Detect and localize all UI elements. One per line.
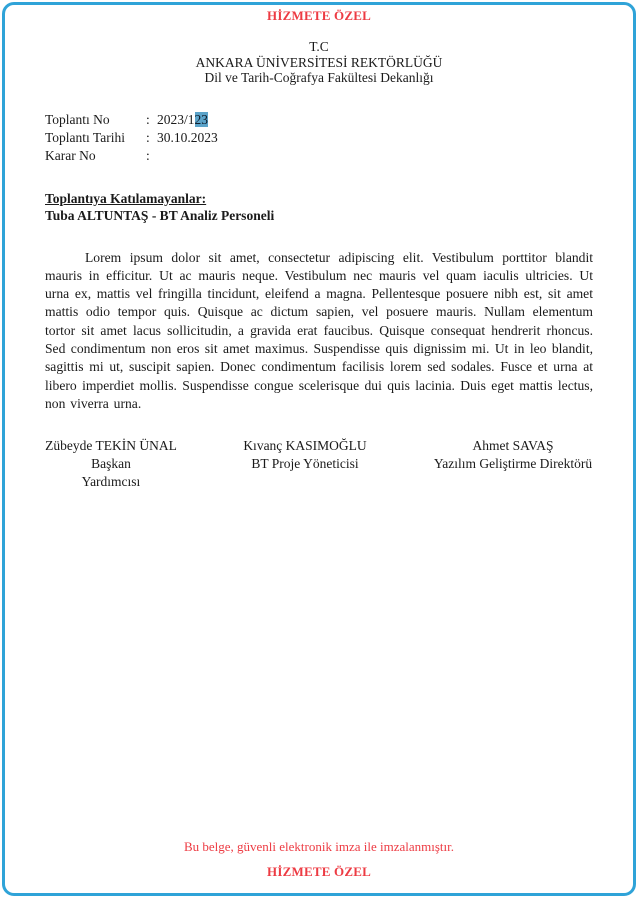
meeting-no-colon: : bbox=[146, 111, 150, 127]
signature-2 bbox=[220, 437, 390, 491]
meeting-info bbox=[45, 111, 593, 165]
signature-block bbox=[45, 437, 593, 491]
meeting-date-row bbox=[45, 129, 593, 147]
esignature-note: Bu belge, güvenli elektronik imza ile imzalanmıştır. bbox=[183, 839, 455, 854]
meeting-no-value-prefix: 2023/1 bbox=[157, 111, 195, 127]
meeting-date-label: Toplantı Tarihi bbox=[45, 129, 125, 145]
meeting-no-value bbox=[157, 111, 208, 129]
signature-2-name: Kıvanç KASIMOĞLU bbox=[243, 438, 367, 454]
signature-1 bbox=[45, 437, 177, 491]
header-faculty: Dil ve Tarih-Coğrafya Fakültesi Dekanlığı bbox=[204, 70, 434, 85]
signature-1-title-line2: Yardımcısı bbox=[81, 474, 141, 490]
absentees-heading: Toplantıya Katılamayanlar: bbox=[45, 190, 207, 206]
meeting-no-label: Toplantı No bbox=[45, 111, 110, 127]
signature-3 bbox=[433, 437, 593, 491]
meeting-date-value: 30.10.2023 bbox=[157, 129, 218, 145]
signature-1-name: Zübeyde TEKİN ÜNAL bbox=[45, 438, 177, 454]
header-tc: T.C bbox=[309, 39, 329, 54]
absentees-section bbox=[45, 190, 593, 225]
document-page bbox=[2, 2, 636, 896]
signature-1-title-line1: Başkan bbox=[91, 456, 131, 472]
classification-banner-top: HİZMETE ÖZEL bbox=[267, 8, 371, 23]
decision-no-row bbox=[45, 147, 593, 165]
classification-banner-bottom: HİZMETE ÖZEL bbox=[267, 864, 371, 879]
signature-3-title-line1: Yazılım Geliştirme Direktörü bbox=[433, 456, 593, 472]
header-university: ANKARA ÜNİVERSİTESİ REKTÖRLÜĞÜ bbox=[195, 54, 443, 70]
meeting-no-row bbox=[45, 111, 593, 129]
signature-2-title-line1: BT Proje Yöneticisi bbox=[251, 456, 359, 472]
signature-3-name: Ahmet SAVAŞ bbox=[472, 438, 554, 454]
meeting-no-highlighted-text: 23 bbox=[194, 111, 209, 127]
document-header bbox=[45, 39, 593, 86]
decision-no-label: Karar No bbox=[45, 147, 96, 163]
meeting-date-colon: : bbox=[146, 129, 150, 145]
absentee-person: Tuba ALTUNTAŞ - BT Analiz Personeli bbox=[45, 208, 275, 223]
body-paragraph: Lorem ipsum dolor sit amet, consectetur adipiscing elit. Vestibulum porttitor blandit mauris in efficitur. Ut ac mauris neque. Vestibulum nec mauris vel quam iaculis ultricies. Ut urna ex, mattis vel fringilla tincidunt, eleifend a magna. Pellentesque posuere nibh est, sit amet mattis odio tempor quis. Quisque ac dictum sapien, vel posuere mauris. Nullam elementum tortor sit amet lacus sollicitudin, a gravida erat faucibus. Quisque consequat hendrerit rhoncus. Sed condimentum non eros sit amet maximus. Suspendisse quis dignissim mi. Ut in leo blandit, sagittis mi ut, suscipit sapien. Donec condimentum facilisis lorem sed sodales. Fusce et urna at libero imperdiet mollis. Suspendisse congue scelerisque dui quis lacinia. Duis eget mattis lectus, non viverra urna. bbox=[45, 249, 593, 411]
decision-no-colon: : bbox=[146, 147, 150, 163]
